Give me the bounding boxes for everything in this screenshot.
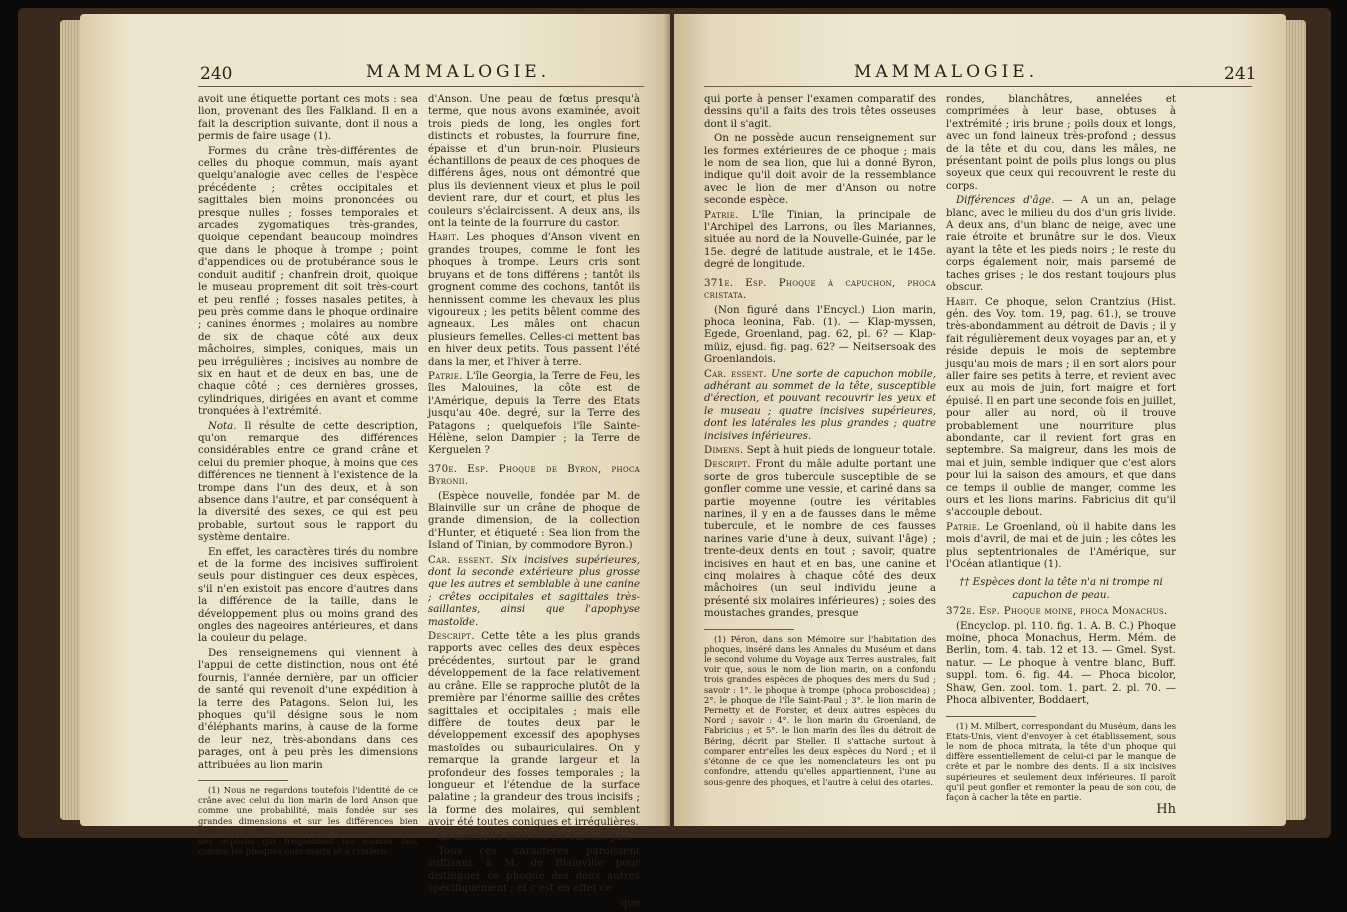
- text: L'île Georgia, la Terre de Feu, les îles Malouines, la côte est de l'Amérique, depuis la Terre des Etats jusqu'au 40e. degré, sur la Terre des Patagons ; quelquefois l'île Sainte-Hélène, selon Dampier ; la Terre de Kerguelen ?: [428, 370, 640, 457]
- paragraph: rondes, blanchâtres, annelées et comprimées à leur base, obtuses à l'extrémité ; iris brune ; poils doux et longs, avec un fond laineux très-profond ; dessus de la tête et du cou, dans les mâles, ne présentant point de poils plus longs ou plus soyeux que ceux qui recouvrent le reste du corps.: [946, 94, 1176, 192]
- paragraph: En effet, les caractères tirés du nombre et de la forme des incisives suffiroient seuls pour distinguer ces deux espèces, s'il n'en existoit pas encore d'autres dans la différence de la taille, dans le développement plus ou moins grand des ongles des nageoires antérieures, et dans la couleur du pelage.: [198, 546, 418, 645]
- paragraph: [946, 522, 1176, 572]
- paragraph: [428, 631, 640, 830]
- paragraph: (Non figuré dans l'Encycl.) Lion marin, phoca leonina, Fab. (1). — Klap-myssen, Egede, Groenland, pag. 62, pl. 6? — Klap-müiz, ejusd. fig. pag. 62? — Neitsersoak des Groenlandois.: [704, 304, 936, 366]
- left-column-2: [428, 94, 640, 912]
- paragraph: (Espèce nouvelle, fondée par M. de Blainville sur un crâne de phoque de grande dimension, de la collection d'Hunter, et étiqueté : Sea lion from the Island of Tinian, by commodore Byron.): [428, 490, 640, 552]
- text: Une sorte de capuchon mobile, adhérant au sommet de la tête, susceptible d'érection, et pouvant recouvrir les yeux et le museau ; quatre incisives supérieures, dont les latérales les plus grandes ; quatre incisives inférieures.: [704, 368, 936, 442]
- paragraph: Formes du crâne très-différentes de celles du phoque commun, mais ayant quelqu'analogie avec celles de l'espèce précédente ; crêtes occipitales et sagittales bien moins prononcées ou presque nulles ; fosses temporales et arcades zygomatiques très-grandes, quoique cependant beaucoup moindres que dans le phoque à trompe ; point d'appendices ou de protubérance sous le conduit auditif ; chanfrein droit, quoique le museau proprement dit soit très-court et peu renflé ; fosses nasales petites, à peu près comme dans le phoque ordinaire ; canines énormes ; molaires au nombre de six de chaque côté aux deux mâchoires, simples, coniques, mais un peu irrégulières ; incisives au nombre de six en haut et de deux en bas, une de chaque côté ; ces dernières grosses, cylindriques, dirigées en avant et comme tronquées à l'extrémité.: [198, 145, 418, 418]
- footnote: (1) Péron, dans son Mémoire sur l'habitation des phoques, inséré dans les Annales du Muséum et dans le second volume du Voyage aux Terres australes, fait voir que, sous le nom de lion marin, on a confondu trois grandes espèces de phoques des mers du Sud ; savoir : 1°. le phoque à trompe (phoca proboscidea) ; 2°. le phoque de l'île Saint-Paul ; 3°. le lion marin de Pernetty et de Forster, et deux autres espèces du Nord ; savoir : 4°. le lion marin du Groenland, de Fabricius ; et 5°. le lion marin des îles du détroit de Béring, décrit par Steller. Il s'attache surtout à comparer entr'elles les deux espèces du Nord ; et il s'étonne de ce que les nomenclateurs les ont pu confondre, attendu qu'elles appartiennent, l'une au sous-genre des phoques, et l'autre à celui des otaries.: [704, 633, 936, 787]
- page-edges-left: [60, 20, 82, 820]
- species-heading: 372e. Esp. Phoque moine, phoca Monachus.: [946, 606, 1168, 618]
- text: Cette tête a les plus grands rapports avec celles des deux espèces précédentes, surtout par le grand développement de la face relativement au crâne. Elle se rapproche plutôt de la première par l'énorme saillie des crêtes sagittales et occipitales ; mais elle diffère de toutes deux par le développement excessif des apophyses mastoïdes ou subauriculaires. On y remarque la grande largeur et la profondeur des fosses temporales ; la longueur et l'étendue de la surface palatine ; la grandeur des trous incisifs ; la forme des molaires, qui semblent avoir été toutes coniques et irrégulières.: [428, 631, 640, 829]
- text: Le Groenland, où il habite dans les mois d'avril, de mai et de juin ; les côtes les plus septentrionales de l'Amérique, sur l'Océan atlantique (1).: [946, 521, 1176, 571]
- right-column-2: [946, 94, 1176, 819]
- paragraph: [198, 421, 418, 545]
- paragraph: (Encyclop. pl. 110. fig. 1. A. B. C.) Phoque moine, phoca Monachus, Herm. Mém. de Berlin, tom. 4. tab. 12 et 13. — Gmel. Syst. natur. — Le phoque à ventre blanc, Buff. suppl. tom. 6. fig. 44. — Phoca bicolor, Shaw, Gen. zool. tom. 1. part. 2. pl. 70. — Phoca albiventer, Boddaert,: [946, 620, 1176, 707]
- text: Ce phoque, selon Crantzius (Hist. gén. des Voy. tom. 19, pag. 61.), se trouve très-abondamment au détroit de Davis ; il y fait régulièrement deux voyages par an, et y réside depuis le mois de septembre jusqu'au mois de mars ; il en sort alors pour aller faire ses petits à terre, et revient avec eux au mois de juin, fort maigre et fort épuisé. Il en part une seconde fois en juillet, pour aller au nord, où il trouve probablement une nourriture plus abondante, car il revient fort gras en septembre. Sa maigreur, dans les mois de mai et juin, semble indiquer que c'est alors pour lui la saison des amours, et que dans ce temps il oublie de manger, comme les ours et les lions marins. Fabricius dit qu'il s'accouple debout.: [946, 296, 1176, 519]
- footnote-rule: [704, 629, 794, 630]
- catchword: que: [620, 897, 640, 909]
- paragraph: d'Anson. Une peau de fœtus presqu'à terme, que nous avons examinée, avoit trois pieds de long, les ongles fort distincts et robustes, la fourrure fine, épaisse et d'un brun-noir. Plusieurs échantillons de peaux de ces phoques de différens âges, nous ont démontré que plus ils deviennent vieux et plus le poil devient rare, dur et court, et plus les couleurs s'éclaircissent. A deux ans, ils ont la teinte de la fourrure du castor.: [428, 94, 640, 230]
- paragraph: [704, 369, 936, 443]
- group-heading: †† Espèces dont la tête n'a ni trompe ni capuchon de peau.: [959, 577, 1163, 601]
- header-rule: [198, 86, 644, 87]
- page-number: 240: [200, 64, 233, 84]
- text: A un an, pelage blanc, avec le milieu du dos d'un gris livide. A deux ans, d'un blanc de neige, avec une raie étroite et brunâtre sur le dos. Vieux ayant la tête et les pieds noirs ; le reste du corps également noir, mais parsemé de taches grises ; le dos restant toujours plus obscur.: [946, 195, 1176, 294]
- label: Patrie.: [704, 209, 739, 221]
- label: Descript.: [428, 631, 475, 643]
- label: Dimens.: [704, 444, 744, 456]
- paragraph: [428, 232, 640, 368]
- label: Car. essent.: [704, 368, 767, 380]
- label: Différences d'âge.: [956, 195, 1055, 207]
- paragraph: [704, 459, 936, 620]
- footnote-rule: [946, 716, 1036, 717]
- paragraph: [704, 445, 936, 457]
- footnote: (1) Nous ne regardons toutefois l'identité de ce crâne avec celui du lion marin de lord Anson que comme une probabilité, mais fondée sur ses grandes dimensions et sur les différences bien réelles qu'il offre, lorsqu'on le compare avec ceux des espèces qui fréquentent les mêmes îles, comme les phoques ours-marin et à crinière.: [198, 784, 418, 857]
- header-rule: [704, 86, 1252, 87]
- running-title: MAMMALOGIE.: [366, 62, 551, 82]
- right-column-1: [704, 94, 936, 789]
- text: Front du mâle adulte portant une sorte de gros tubercule susceptible de se gonfler comme une vessie, et cariné dans sa partie moyenne (outre les véritables narines, il y en a de fausses dans le même tubercule, et le nombre de ces fausses narines varie d'une à deux, suivant l'âge) ; trente-deux dents en tout ; savoir, quatre incisives en haut et en bas, une canine et cinq molaires à chaque côté des deux mâchoires (un seul individu jeune a présenté six molaires inférieures) ; soies des moustaches grandes, presque: [704, 459, 936, 620]
- paragraph: avoit une étiquette portant ces mots : sea lion, provenant des îles Falkland. Il en a fait la description suivante, dont il nous a permis de faire usage (1).: [198, 94, 418, 143]
- label: Nota.: [208, 420, 237, 432]
- left-page: [80, 14, 670, 909]
- paragraph: [704, 210, 936, 272]
- footnote-rule: [198, 780, 288, 781]
- footnote: (1) M. Milbert, correspondant du Muséum, dans les Etats-Unis, vient d'envoyer à cet établissement, sous le nom de phoca mitrata, la tête d'un phoque qui diffère essentiellement de celui-ci par le manque de crête et par le nombre des dents. Il a six incisives supérieures et seulement deux inférieures. Il paroît qu'il peut gonfler et remonter la peau de son cou, de façon à cacher la tête en partie.: [946, 720, 1176, 802]
- left-column-1: [198, 94, 418, 858]
- text: L'île Tinian, la principale de l'Archipel des Larrons, ou îles Mariannes, située au nord de la Nouvelle-Guinée, par le 15e. degré de latitude australe, et le 145e. degré de longitude.: [704, 209, 936, 271]
- paragraph: [946, 297, 1176, 520]
- paragraph: [428, 371, 640, 458]
- species-heading: 370e. Esp. Phoque de Byron, phoca Byronii.: [428, 463, 640, 488]
- text: Sept à huit pieds de longueur totale.: [746, 444, 936, 456]
- page-number: 241: [1224, 64, 1257, 84]
- paragraph: On ne possède aucun renseignement sur les formes extérieures de ce phoque ; mais le nom de sea lion, que lui a donné Byron, indique qu'il doit avoir de la ressemblance avec le lion de mer d'Anson ou notre seconde espèce.: [704, 133, 936, 207]
- label: Habit.: [428, 232, 460, 244]
- label: Descript.: [704, 459, 751, 471]
- paragraph: [428, 555, 640, 629]
- right-page: [674, 14, 1286, 826]
- text: Les phoques d'Anson vivent en grandes troupes, comme le font les phoques à trompe. Leurs cris sont bruyans et de tons différens ; tantôt ils grognent comme des cochons, tantôt ils hennissent comme les chevaux les plus vigoureux ; les petits bêlent comme des agneaux. Les mâles ont chacun plusieurs femelles. Celles-ci mettent bas en hiver deux petits. Tous passent l'été dans la mer, et l'hiver à terre.: [428, 232, 640, 368]
- running-title: MAMMALOGIE.: [854, 62, 1039, 82]
- paragraph: qui porte à penser l'examen comparatif des dessins qu'il a faits des trois têtes osseuses dont il s'agit.: [704, 94, 936, 130]
- paragraph: Des renseignemens qui viennent à l'appui de cette distinction, nous ont été fournis, l'année dernière, par un officier de santé qui revenoit d'une expédition à la terre des Patagons. Selon lui, les phoques qu'il désigne sous le nom d'éléphants marins, à cause de la forme de leur nez, très-abondans dans ces parages, ont à peu près les dimensions attribuées au lion marin: [198, 647, 418, 771]
- paragraph: La mâchoire inférieure n'existoit pas.: [438, 831, 632, 843]
- label: Car. essent.: [428, 554, 494, 566]
- page-edges-right: [1284, 20, 1306, 820]
- label: Patrie.: [428, 370, 463, 382]
- text: Il résulte de cette description, qu'on remarque des différences considérables entre ce grand crâne et celui du premier phoque, à moins que ces différences ne tiennent à l'existence de la trompe dans l'un des deux, et à son absence dans l'autre, et par conséquent à la diversité des sexes, ce qui est peu probable, surtout sous le rapport du système dentaire.: [198, 420, 418, 544]
- signature-mark: Hh: [1156, 802, 1176, 818]
- label: Habit.: [946, 296, 978, 308]
- paragraph: Différences d'âge. — A un an, pelage blanc, avec le milieu du dos d'un gris livide. A deux ans, d'un blanc de neige, avec une raie étroite et brunâtre sur le dos. Vieux ayant la tête et les pieds noirs ; le reste du corps également noir, mais parsemé de taches grises ; le dos restant toujours plus obscur.: [946, 195, 1176, 294]
- species-heading: 371e. Esp. Phoque à capuchon, phoca cristata.: [704, 277, 936, 302]
- text: Six incisives supérieures, dont la seconde extérieure plus grosse que les autres et semblable à une canine ; crêtes occipitales et sagittales très-saillantes, ainsi que l'apophyse mastoïde.: [428, 554, 640, 628]
- label: Patrie.: [946, 521, 981, 533]
- paragraph: Tous ces caractères paroissent suffisans à M. de Blainville pour distinguer ce phoque des deux autres spécifiquement ; et c'est en effet ce: [428, 845, 640, 895]
